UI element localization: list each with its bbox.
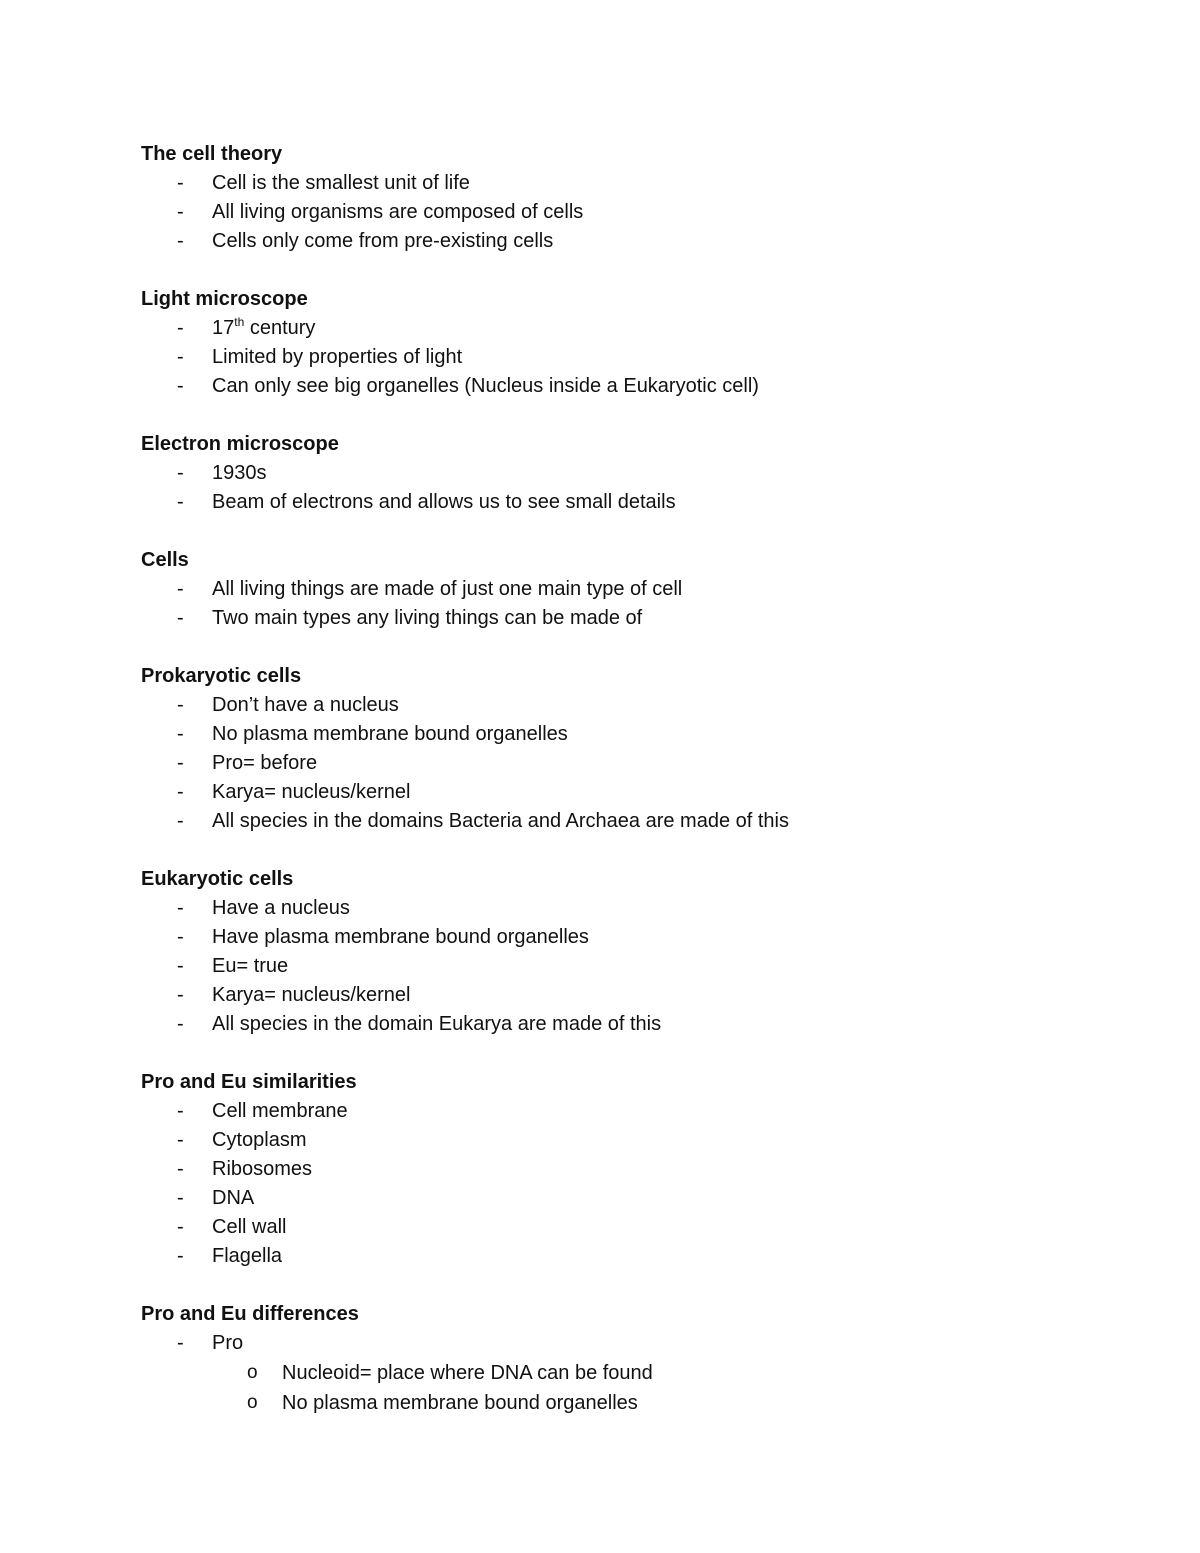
- list-item-text: All living organisms are composed of cells: [212, 201, 584, 223]
- dash-marker: -: [177, 1129, 184, 1151]
- list-item-text: No plasma membrane bound organelles: [212, 723, 568, 745]
- list-item-text: Karya= nucleus/kernel: [212, 781, 411, 803]
- dash-marker: -: [177, 607, 184, 629]
- dash-marker: -: [177, 955, 184, 977]
- list-item: [141, 1010, 1101, 1039]
- dash-marker: -: [177, 1100, 184, 1122]
- dash-marker: -: [177, 230, 184, 252]
- list-item: [141, 1242, 1101, 1271]
- section-prokaryotic-cells: [141, 662, 1101, 836]
- circle-marker: o: [247, 1392, 258, 1413]
- list-item-text: Cell membrane: [212, 1100, 348, 1122]
- dash-marker: -: [177, 897, 184, 919]
- section-heading: The cell theory: [141, 143, 283, 165]
- list-item: [141, 720, 1101, 749]
- list-item: [141, 1213, 1101, 1242]
- section-heading: Prokaryotic cells: [141, 665, 302, 687]
- list-item: [141, 1155, 1101, 1184]
- list-item-text: Two main types any living things can be made of: [212, 607, 643, 629]
- dash-marker: -: [177, 781, 184, 803]
- dash-marker: -: [177, 172, 184, 194]
- dash-marker: -: [177, 346, 184, 368]
- century-word: century: [244, 317, 316, 339]
- sub-list-item: [141, 1388, 1101, 1418]
- list-item: [141, 227, 1101, 256]
- dash-marker: -: [177, 491, 184, 513]
- century-number: 17: [212, 317, 235, 339]
- dash-marker: -: [177, 723, 184, 745]
- list-item-text: Pro= before: [212, 752, 318, 774]
- dash-marker: -: [177, 578, 184, 600]
- list-item: [141, 488, 1101, 517]
- list-item-text: All living things are made of just one main type of cell: [212, 578, 683, 600]
- dash-marker: -: [177, 1332, 184, 1354]
- dash-marker: -: [177, 984, 184, 1006]
- list-item: [141, 894, 1101, 923]
- circle-marker: o: [247, 1362, 258, 1383]
- dash-marker: -: [177, 1216, 184, 1238]
- list-item: [141, 1329, 1101, 1358]
- section-pro-eu-similarities: [141, 1068, 1101, 1271]
- dash-marker: -: [177, 1187, 184, 1209]
- list-item: [141, 169, 1101, 198]
- list-item: [141, 575, 1101, 604]
- list-item-text: Have a nucleus: [212, 897, 350, 919]
- list-item: [141, 314, 1101, 343]
- dash-marker: -: [177, 810, 184, 832]
- list-item: [141, 691, 1101, 720]
- list-item-text: Cells only come from pre-existing cells: [212, 230, 554, 252]
- list-item-text: All species in the domain Eukarya are made of this: [212, 1013, 662, 1035]
- section-heading: Electron microscope: [141, 433, 339, 455]
- list-item-text: Beam of electrons and allows us to see small details: [212, 491, 676, 513]
- section-light-microscope: [141, 285, 1101, 401]
- dash-marker: -: [177, 1245, 184, 1267]
- section-heading: Light microscope: [141, 288, 308, 310]
- list-item: [141, 981, 1101, 1010]
- dash-marker: -: [177, 375, 184, 397]
- list-item: [141, 1097, 1101, 1126]
- list-item: [141, 343, 1101, 372]
- list-item-text: Flagella: [212, 1245, 283, 1267]
- list-item: [141, 198, 1101, 227]
- list-item: [141, 952, 1101, 981]
- section-heading: Pro and Eu differences: [141, 1303, 359, 1325]
- list-item: [141, 372, 1101, 401]
- list-item: [141, 459, 1101, 488]
- list-item-text: Cell wall: [212, 1216, 287, 1238]
- list-item: [141, 778, 1101, 807]
- list-item: [141, 604, 1101, 633]
- section-cells: [141, 546, 1101, 633]
- section-heading: Eukaryotic cells: [141, 868, 294, 890]
- list-item: [141, 1126, 1101, 1155]
- list-item-text: Cell is the smallest unit of life: [212, 172, 470, 194]
- dash-marker: -: [177, 926, 184, 948]
- ordinal-suffix: th: [234, 315, 245, 329]
- list-item-text: 1930s: [212, 462, 267, 484]
- dash-marker: -: [177, 1013, 184, 1035]
- list-item-text: Cytoplasm: [212, 1129, 307, 1151]
- dash-marker: -: [177, 462, 184, 484]
- sub-list-item-text: No plasma membrane bound organelles: [282, 1392, 638, 1414]
- section-eukaryotic-cells: [141, 865, 1101, 1039]
- dash-marker: -: [177, 1158, 184, 1180]
- list-item: [141, 749, 1101, 778]
- list-item-text: Don’t have a nucleus: [212, 694, 399, 716]
- list-item-text: [212, 314, 315, 343]
- list-item-text: Eu= true: [212, 955, 289, 977]
- sub-list-item: [141, 1358, 1101, 1388]
- section-heading: Pro and Eu similarities: [141, 1071, 357, 1093]
- list-item-text: All species in the domains Bacteria and Archaea are made of this: [212, 810, 789, 832]
- section-cell-theory: [141, 140, 1101, 256]
- list-item-text: Ribosomes: [212, 1158, 313, 1180]
- list-item-text: Limited by properties of light: [212, 346, 463, 368]
- list-item: [141, 1184, 1101, 1213]
- list-item-text: Have plasma membrane bound organelles: [212, 926, 589, 948]
- dash-marker: -: [177, 694, 184, 716]
- list-item-text: Pro: [212, 1332, 244, 1354]
- list-item-text: Can only see big organelles (Nucleus inside a Eukaryotic cell): [212, 375, 759, 397]
- section-heading: Cells: [141, 549, 189, 571]
- dash-marker: -: [177, 317, 184, 339]
- dash-marker: -: [177, 201, 184, 223]
- section-electron-microscope: [141, 430, 1101, 517]
- list-item: [141, 923, 1101, 952]
- document-content: [141, 140, 1101, 1447]
- list-item-text: DNA: [212, 1187, 255, 1209]
- sub-list-item-text: Nucleoid= place where DNA can be found: [282, 1362, 653, 1384]
- list-item-text: Karya= nucleus/kernel: [212, 984, 411, 1006]
- section-pro-eu-differences: [141, 1300, 1101, 1418]
- list-item: [141, 807, 1101, 836]
- dash-marker: -: [177, 752, 184, 774]
